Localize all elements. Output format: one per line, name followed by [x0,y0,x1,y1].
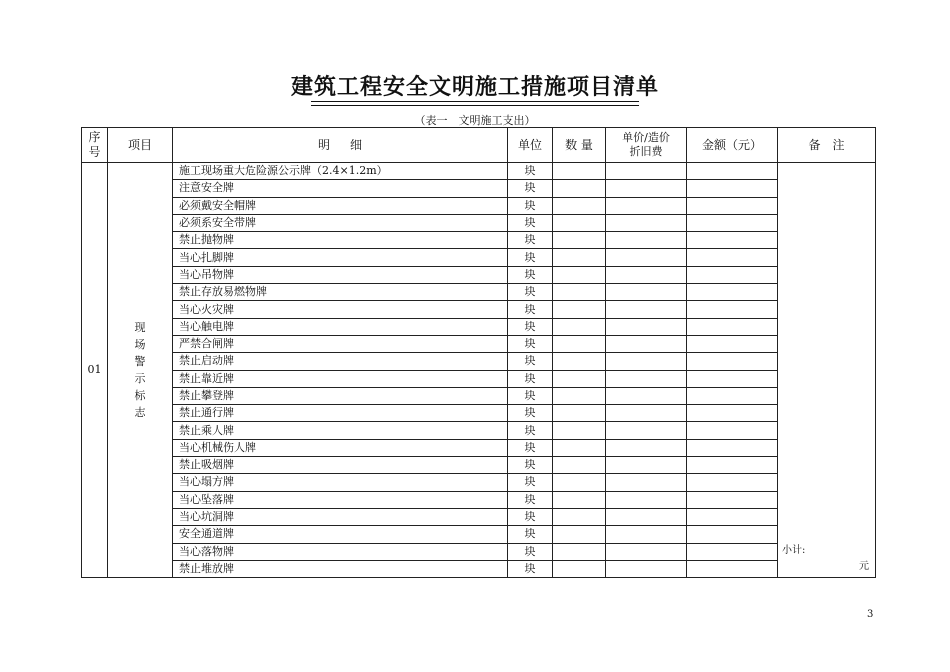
row-detail: 禁止靠近牌 [173,370,508,387]
row-quantity[interactable] [553,526,606,543]
row-unit: 块 [508,335,553,352]
row-detail: 当心扎脚牌 [173,249,508,266]
title-underline [311,101,639,102]
row-unit: 块 [508,543,553,560]
row-detail: 安全通道牌 [173,526,508,543]
row-price[interactable] [606,232,687,249]
table-row [82,335,876,352]
table-row [82,353,876,370]
section-seq: 01 [82,163,108,578]
header-detail: 明 细 [173,128,508,163]
row-amount[interactable] [687,249,778,266]
row-price[interactable] [606,457,687,474]
table-row [82,405,876,422]
row-price[interactable] [606,249,687,266]
row-amount[interactable] [687,301,778,318]
row-detail: 禁止通行牌 [173,405,508,422]
row-detail: 当心机械伤人牌 [173,439,508,456]
row-amount[interactable] [687,405,778,422]
row-amount[interactable] [687,439,778,456]
row-price[interactable] [606,474,687,491]
row-amount[interactable] [687,370,778,387]
row-unit: 块 [508,318,553,335]
row-amount[interactable] [687,163,778,180]
row-price[interactable] [606,197,687,214]
header-unit: 单位 [508,128,553,163]
section-category: 现场警示标志 [108,163,173,578]
header-row [82,128,876,163]
table-row [82,232,876,249]
row-quantity[interactable] [553,491,606,508]
table-body [82,163,876,578]
row-amount[interactable] [687,508,778,525]
row-detail: 当心坑洞牌 [173,508,508,525]
row-quantity[interactable] [553,266,606,283]
row-detail: 施工现场重大危险源公示牌（2.4×1.2m） [173,163,508,180]
row-amount[interactable] [687,318,778,335]
header-item: 项目 [108,128,173,163]
row-amount[interactable] [687,232,778,249]
row-quantity[interactable] [553,232,606,249]
row-detail: 必须戴安全帽牌 [173,197,508,214]
row-unit: 块 [508,387,553,404]
table-row [82,180,876,197]
row-detail: 禁止攀登牌 [173,387,508,404]
row-amount[interactable] [687,266,778,283]
row-price[interactable] [606,335,687,352]
table-row [82,422,876,439]
measures-table [81,127,876,578]
row-amount[interactable] [687,491,778,508]
row-amount[interactable] [687,543,778,560]
row-unit: 块 [508,249,553,266]
row-unit: 块 [508,405,553,422]
table-row [82,249,876,266]
row-quantity[interactable] [553,301,606,318]
table-row [82,284,876,301]
row-quantity[interactable] [553,180,606,197]
title-underline-thin [311,105,639,106]
row-quantity[interactable] [553,284,606,301]
table-row [82,543,876,560]
row-unit: 块 [508,526,553,543]
row-price[interactable] [606,560,687,577]
row-unit: 块 [508,560,553,577]
row-price[interactable] [606,214,687,231]
row-unit: 块 [508,422,553,439]
row-detail: 严禁合闸牌 [173,335,508,352]
table-row [82,266,876,283]
row-amount[interactable] [687,353,778,370]
table-subtitle: （表一 文明施工支出） [414,114,536,127]
row-quantity[interactable] [553,405,606,422]
row-price[interactable] [606,491,687,508]
header-seq: 序 号 [82,128,108,163]
table-row [82,457,876,474]
row-detail: 禁止乘人牌 [173,422,508,439]
row-price[interactable] [606,353,687,370]
row-detail: 注意安全牌 [173,180,508,197]
table-row [82,439,876,456]
row-amount[interactable] [687,560,778,577]
row-unit: 块 [508,474,553,491]
table-row [82,491,876,508]
row-detail: 当心塌方牌 [173,474,508,491]
table-row [82,301,876,318]
subtotal-unit: 元 [859,561,869,573]
header-price: 单价/造价 折旧费 [606,128,687,163]
row-price[interactable] [606,526,687,543]
row-unit: 块 [508,180,553,197]
row-detail: 禁止启动牌 [173,353,508,370]
row-price[interactable] [606,405,687,422]
table-row [82,214,876,231]
row-quantity[interactable] [553,422,606,439]
table-row [82,474,876,491]
row-price[interactable] [606,266,687,283]
row-price[interactable] [606,422,687,439]
row-price[interactable] [606,508,687,525]
row-quantity[interactable] [553,508,606,525]
page-number: 3 [867,609,874,620]
row-unit: 块 [508,266,553,283]
row-unit: 块 [508,370,553,387]
row-amount[interactable] [687,197,778,214]
row-detail: 禁止吸烟牌 [173,457,508,474]
table-row [82,526,876,543]
row-price[interactable] [606,387,687,404]
row-amount[interactable] [687,387,778,404]
row-price[interactable] [606,284,687,301]
row-amount[interactable] [687,214,778,231]
row-price[interactable] [606,180,687,197]
row-quantity[interactable] [553,197,606,214]
row-unit: 块 [508,353,553,370]
page-title: 建筑工程安全文明施工措施项目清单 [290,74,659,100]
table-row [82,318,876,335]
row-quantity[interactable] [553,335,606,352]
row-unit: 块 [508,232,553,249]
table-row [82,197,876,214]
row-price[interactable] [606,301,687,318]
row-quantity[interactable] [553,543,606,560]
section-remark [778,163,876,578]
row-quantity[interactable] [553,214,606,231]
row-detail: 当心触电牌 [173,318,508,335]
row-detail: 禁止抛物牌 [173,232,508,249]
row-amount[interactable] [687,180,778,197]
row-quantity[interactable] [553,474,606,491]
row-quantity[interactable] [553,370,606,387]
row-quantity[interactable] [553,163,606,180]
row-unit: 块 [508,163,553,180]
row-detail: 当心坠落牌 [173,491,508,508]
header-remark: 备 注 [778,128,876,163]
table-row [82,370,876,387]
row-unit: 块 [508,457,553,474]
table-row [82,508,876,525]
row-amount[interactable] [687,284,778,301]
row-price[interactable] [606,439,687,456]
row-detail: 禁止存放易燃物牌 [173,284,508,301]
subtotal-label: 小计: [782,545,806,557]
table-row [82,560,876,577]
row-detail: 当心吊物牌 [173,266,508,283]
row-price[interactable] [606,318,687,335]
header-quantity: 数 量 [553,128,606,163]
row-unit: 块 [508,284,553,301]
row-quantity[interactable] [553,249,606,266]
row-amount[interactable] [687,526,778,543]
row-quantity[interactable] [553,439,606,456]
row-unit: 块 [508,214,553,231]
row-unit: 块 [508,508,553,525]
row-quantity[interactable] [553,560,606,577]
row-price[interactable] [606,543,687,560]
row-price[interactable] [606,163,687,180]
row-quantity[interactable] [553,457,606,474]
row-amount[interactable] [687,457,778,474]
row-detail: 禁止堆放牌 [173,560,508,577]
row-detail: 当心火灾牌 [173,301,508,318]
row-detail: 当心落物牌 [173,543,508,560]
row-quantity[interactable] [553,318,606,335]
row-amount[interactable] [687,422,778,439]
row-detail: 必须系安全带牌 [173,214,508,231]
row-amount[interactable] [687,474,778,491]
row-price[interactable] [606,370,687,387]
row-unit: 块 [508,301,553,318]
row-unit: 块 [508,197,553,214]
row-unit: 块 [508,439,553,456]
header-amount: 金额（元） [687,128,778,163]
row-unit: 块 [508,491,553,508]
row-amount[interactable] [687,335,778,352]
row-quantity[interactable] [553,353,606,370]
row-quantity[interactable] [553,387,606,404]
table-row [82,387,876,404]
table-row [82,163,876,180]
